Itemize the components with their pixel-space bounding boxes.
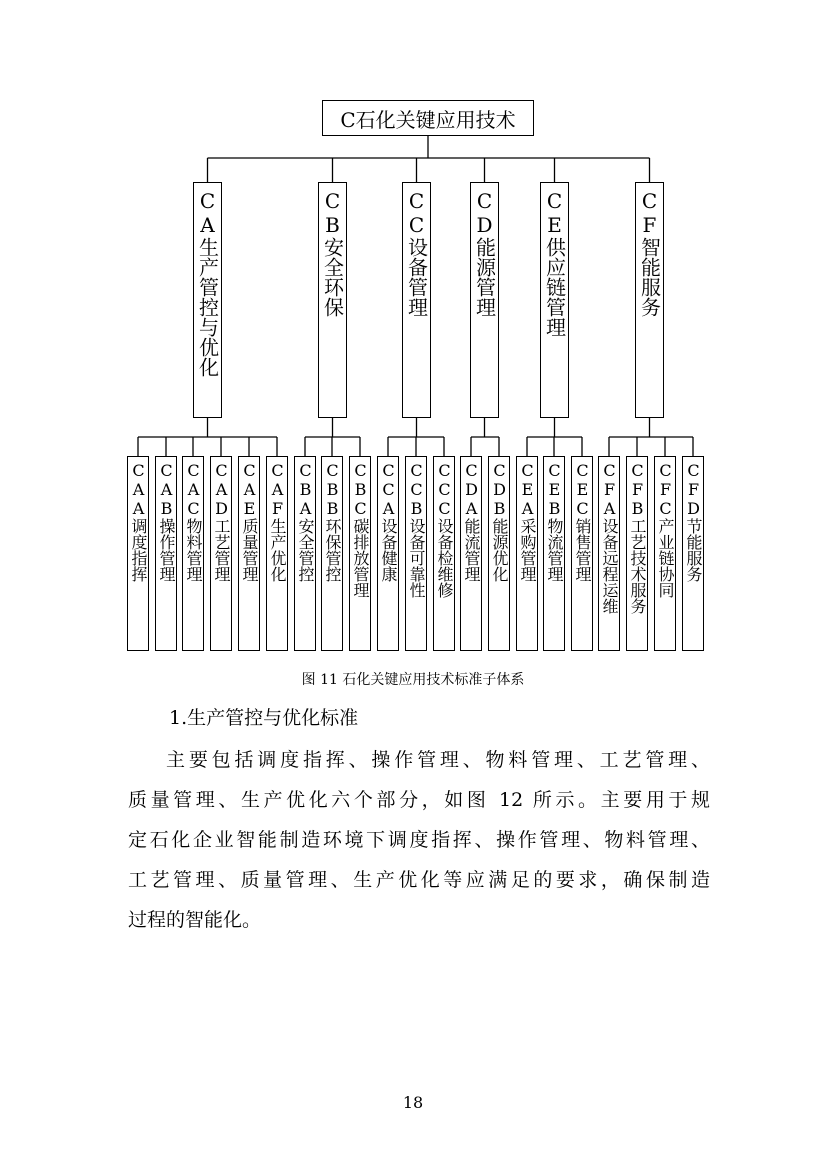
leaf-node xyxy=(598,456,620,651)
leaf-label: CDA能流管理 xyxy=(462,461,481,582)
leaf-node xyxy=(321,456,343,651)
leaf-label: CFA设备远程运维 xyxy=(600,461,619,614)
paragraph-line: 工艺管理、质量管理、生产优化等应满足的要求，确保制造 xyxy=(128,869,710,891)
group-label: CA生产管控与优化 xyxy=(195,189,220,377)
leaf-node xyxy=(654,456,676,651)
leaf-label: CEC销售管理 xyxy=(573,461,592,582)
leaf-node xyxy=(682,456,704,651)
group-label: CB安全环保 xyxy=(320,189,345,317)
group-node-smart-service xyxy=(635,182,664,418)
group-label: CF智能服务 xyxy=(637,189,662,317)
leaf-label: CDB能源优化 xyxy=(490,461,509,582)
leaf-label: CCB设备可靠性 xyxy=(407,461,426,598)
group-label: CE供应链管理 xyxy=(542,189,567,337)
leaf-label: CEB物流管理 xyxy=(545,461,564,582)
paragraph-line: 主要包括调度指挥、操作管理、物料管理、工艺管理、 xyxy=(166,749,710,771)
leaf-label: CAE质量管理 xyxy=(240,461,259,582)
leaf-node xyxy=(543,456,565,651)
leaf-node xyxy=(210,456,232,651)
group-node-supply-chain xyxy=(540,182,569,418)
group-node-equipment xyxy=(402,182,431,418)
leaf-node xyxy=(571,456,593,651)
leaf-label: CEA采购管理 xyxy=(518,461,537,582)
body-paragraph xyxy=(128,740,710,940)
leaf-node xyxy=(182,456,204,651)
root-node-label: C石化关键应用技术 xyxy=(340,107,516,132)
figure-caption: 图 11 石化关键应用技术标准子体系 xyxy=(301,672,525,688)
leaf-label: CAC物料管理 xyxy=(184,461,203,582)
leaf-label: CBC碳排放管理 xyxy=(351,461,370,598)
leaf-node xyxy=(433,456,455,651)
page-number: 18 xyxy=(402,1093,424,1112)
leaf-node xyxy=(238,456,260,651)
leaf-node xyxy=(460,456,482,651)
leaf-label: CFB工艺技术服务 xyxy=(628,461,647,614)
leaf-label: CCC设备检维修 xyxy=(435,461,454,598)
leaf-node xyxy=(626,456,648,651)
leaf-label: CFC产业链协同 xyxy=(656,461,675,598)
leaf-label: CAA调度指挥 xyxy=(129,461,148,582)
leaf-node xyxy=(516,456,538,651)
leaf-node xyxy=(488,456,510,651)
leaf-node xyxy=(405,456,427,651)
leaf-label: CAD工艺管理 xyxy=(212,461,231,582)
leaf-label: CAF生产优化 xyxy=(268,461,287,582)
section-heading: 1.生产管控与优化标准 xyxy=(169,707,359,729)
paragraph-line: 质量管理、生产优化六个部分，如图 12 所示。主要用于规 xyxy=(128,789,710,811)
leaf-node xyxy=(266,456,288,651)
leaf-label: CFD节能服务 xyxy=(684,461,703,582)
group-node-safety xyxy=(318,182,347,418)
leaf-node xyxy=(155,456,177,651)
paragraph-line: 过程的智能化。 xyxy=(128,909,262,931)
leaf-node xyxy=(349,456,371,651)
paragraph-line: 定石化企业智能制造环境下调度指挥、操作管理、物料管理、 xyxy=(128,829,710,851)
group-node-production xyxy=(193,182,222,418)
leaf-node xyxy=(377,456,399,651)
leaf-label: CBA安全管控 xyxy=(296,461,315,582)
group-label: CD能源管理 xyxy=(472,189,497,317)
leaf-node xyxy=(294,456,316,651)
group-label: CC设备管理 xyxy=(404,189,429,317)
leaf-label: CBB环保管控 xyxy=(323,461,342,582)
leaf-node xyxy=(127,456,149,651)
leaf-label: CCA设备健康 xyxy=(379,461,398,582)
leaf-label: CAB操作管理 xyxy=(157,461,176,582)
group-node-energy xyxy=(470,182,499,418)
root-node xyxy=(322,100,534,136)
